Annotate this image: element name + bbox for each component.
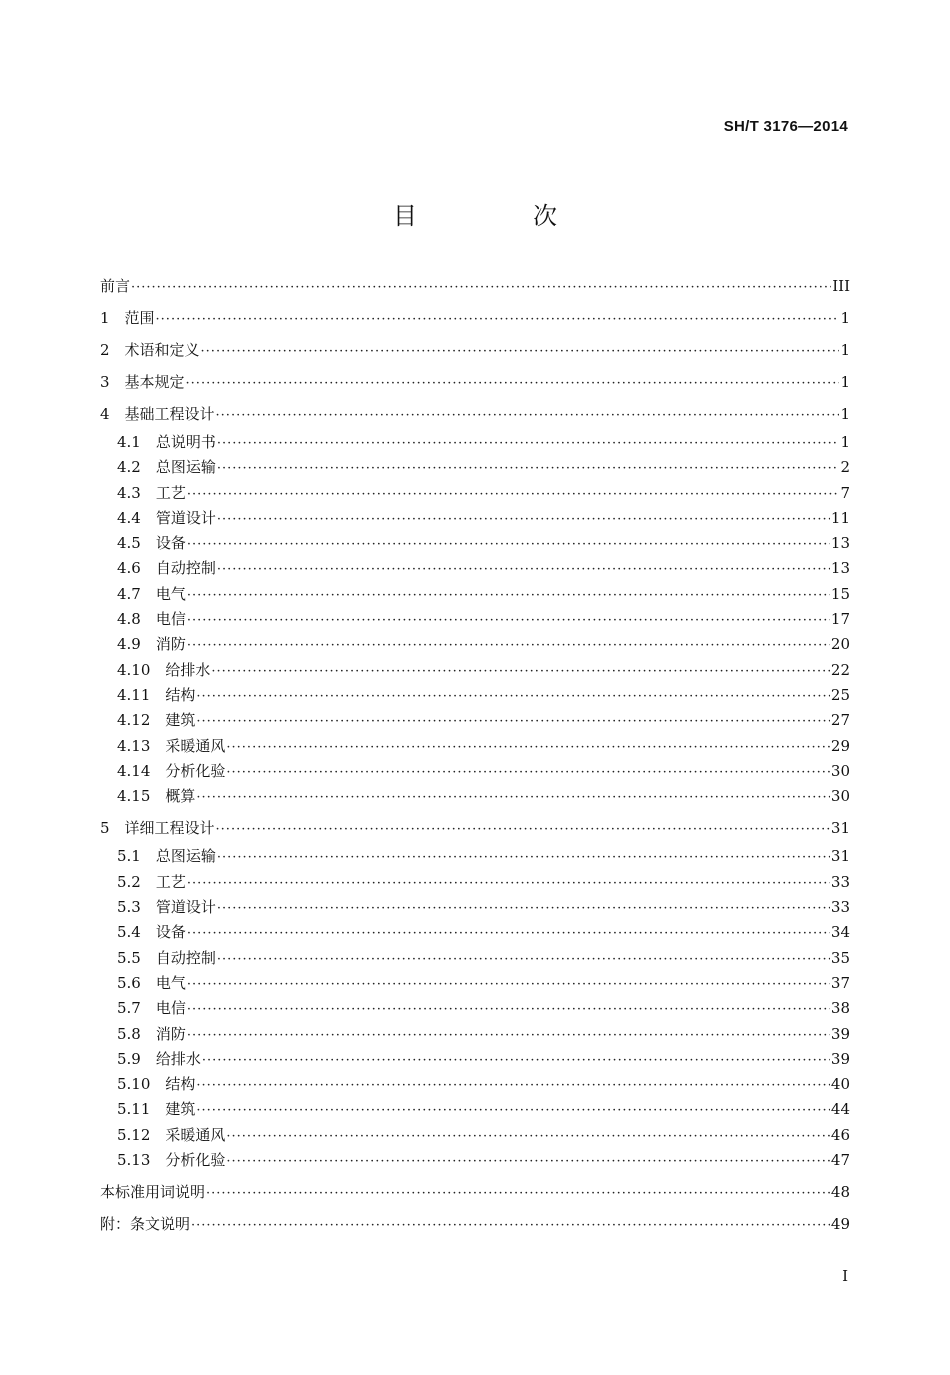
toc-entry-label: 4.14 分析化验 xyxy=(117,761,226,780)
dot-leader xyxy=(187,482,840,507)
toc-entry-page: 40 xyxy=(830,1075,850,1094)
dot-leader xyxy=(187,608,830,633)
toc-entry-label: 4.10 给排水 xyxy=(117,660,211,679)
toc-entry-page: 13 xyxy=(830,534,850,553)
toc-entry[interactable] xyxy=(100,455,850,480)
toc-entry-page: 2 xyxy=(840,458,850,477)
toc-entry[interactable] xyxy=(100,398,850,430)
toc-entry-page: 1 xyxy=(840,341,850,359)
dot-leader xyxy=(187,1023,830,1048)
toc-entry-label: 5.11 建筑 xyxy=(117,1100,196,1119)
toc-entry-label: 5.12 采暖通风 xyxy=(117,1125,226,1144)
toc-entry-page: 29 xyxy=(830,736,850,755)
toc-entry-label: 5.4 设备 xyxy=(117,923,186,942)
dot-leader xyxy=(187,972,830,997)
toc-entry-label: 4.9 消防 xyxy=(117,635,186,654)
toc-entry-label: 5.2 工艺 xyxy=(117,872,186,891)
toc-entry-page: 35 xyxy=(830,948,850,967)
dot-leader xyxy=(217,947,830,972)
dot-leader xyxy=(217,845,830,870)
toc-entry[interactable] xyxy=(100,759,850,784)
toc-entry[interactable] xyxy=(100,334,850,366)
toc-entry[interactable] xyxy=(100,1047,850,1072)
dot-leader xyxy=(196,1073,830,1098)
toc-entry[interactable] xyxy=(100,481,850,506)
toc-entry[interactable] xyxy=(100,1097,850,1122)
toc-entry[interactable] xyxy=(100,556,850,581)
toc-entry-label: 4.12 建筑 xyxy=(117,711,196,730)
toc-entry-label: 5.9 给排水 xyxy=(117,1049,201,1068)
toc-entry-label: 4.13 采暖通风 xyxy=(117,736,226,755)
toc-entry[interactable] xyxy=(100,895,850,920)
toc-entry-label: 4.15 概算 xyxy=(117,787,196,806)
toc-entry[interactable] xyxy=(100,1123,850,1148)
toc-entry-label: 4.4 管道设计 xyxy=(117,508,216,527)
toc-entry-page: 31 xyxy=(830,847,850,866)
toc-entry-label: 5.5 自动控制 xyxy=(117,948,216,967)
toc-entry[interactable] xyxy=(100,1022,850,1047)
dot-leader xyxy=(202,1048,830,1073)
toc-entry-page: 7 xyxy=(840,483,850,502)
toc-entry-page: 25 xyxy=(830,685,850,704)
toc-entry[interactable] xyxy=(100,784,850,809)
toc-entry-label: 附：条文说明 xyxy=(100,1215,191,1234)
standard-code: SH/T 3176—2014 xyxy=(723,118,848,135)
toc-entry-label: 1 范围 xyxy=(100,309,155,327)
toc-entry-page: 34 xyxy=(830,923,850,942)
toc-entry-page: 31 xyxy=(830,819,850,838)
dot-leader xyxy=(217,557,830,582)
dot-leader xyxy=(217,431,840,456)
toc-entry-label: 5.7 电信 xyxy=(117,999,186,1018)
toc-entry[interactable] xyxy=(100,506,850,531)
toc-entry[interactable] xyxy=(100,683,850,708)
toc-entry[interactable] xyxy=(100,870,850,895)
toc-entry-page: 30 xyxy=(830,761,850,780)
dot-leader xyxy=(186,368,840,400)
dot-leader xyxy=(196,684,830,709)
toc-entry-label: 5 详细工程设计 xyxy=(100,819,215,838)
toc-entry-label: 4.7 电气 xyxy=(117,584,186,603)
page-number: I xyxy=(842,1267,848,1285)
toc-entry-page: 39 xyxy=(830,1049,850,1068)
toc-entry[interactable] xyxy=(100,607,850,632)
toc-entry-label: 4.8 电信 xyxy=(117,610,186,629)
dot-leader xyxy=(187,997,830,1022)
toc-entry[interactable] xyxy=(100,734,850,759)
toc-entry[interactable] xyxy=(100,708,850,733)
dot-leader xyxy=(216,400,840,432)
toc-entry[interactable] xyxy=(100,1072,850,1097)
toc-entry-page: 46 xyxy=(830,1125,850,1144)
toc-entry-page: 27 xyxy=(830,711,850,730)
toc-entry-label: 4.3 工艺 xyxy=(117,483,186,502)
dot-leader xyxy=(216,814,830,846)
toc-entry[interactable] xyxy=(100,920,850,945)
toc-entry-label: 4.6 自动控制 xyxy=(117,559,216,578)
dot-leader xyxy=(196,785,830,810)
dot-leader xyxy=(196,1098,830,1123)
toc-entry-page: 20 xyxy=(830,635,850,654)
dot-leader xyxy=(217,507,830,532)
toc-entry-label: 5.10 结构 xyxy=(117,1075,196,1094)
dot-leader xyxy=(156,304,840,336)
toc-entry-label: 前言 xyxy=(100,277,131,295)
toc-entry[interactable] xyxy=(100,1148,850,1173)
toc-entry-label: 本标准用词说明 xyxy=(100,1183,206,1202)
toc-entry-page: 17 xyxy=(830,610,850,629)
toc-entry-page: 15 xyxy=(830,584,850,603)
dot-leader xyxy=(191,1210,830,1242)
toc-entry[interactable] xyxy=(100,632,850,657)
toc-entry-page: 11 xyxy=(830,508,850,527)
toc-entry-label: 5.1 总图运输 xyxy=(117,847,216,866)
dot-leader xyxy=(187,633,830,658)
toc-entry-label: 5.13 分析化验 xyxy=(117,1151,226,1170)
toc-entry-label: 5.3 管道设计 xyxy=(117,898,216,917)
toc-entry[interactable] xyxy=(100,971,850,996)
toc-entry-label: 4.1 总说明书 xyxy=(117,433,216,451)
toc-entry[interactable] xyxy=(100,946,850,971)
toc-entry-page: 47 xyxy=(830,1151,850,1170)
toc-entry-page: 48 xyxy=(830,1183,850,1202)
toc-entry[interactable] xyxy=(100,1208,850,1240)
dot-leader xyxy=(187,921,830,946)
dot-leader xyxy=(211,659,830,684)
toc-entry[interactable] xyxy=(100,270,850,302)
toc-entry-label: 5.8 消防 xyxy=(117,1024,186,1043)
toc-entry-page: 1 xyxy=(840,433,850,451)
toc-entry-page: 1 xyxy=(840,405,850,423)
page-title: 目 次 xyxy=(393,202,603,230)
toc-entry-label: 3 基本规定 xyxy=(100,373,185,391)
toc-entry-page: 38 xyxy=(830,999,850,1018)
dot-leader xyxy=(187,871,830,896)
toc-entry-page: 30 xyxy=(830,787,850,806)
dot-leader xyxy=(226,735,830,760)
toc-entry-page: 44 xyxy=(830,1100,850,1119)
toc-entry-label: 4 基础工程设计 xyxy=(100,405,215,423)
dot-leader xyxy=(187,532,830,557)
dot-leader xyxy=(226,1124,830,1149)
toc-entry[interactable] xyxy=(100,658,850,683)
table-of-contents xyxy=(100,270,850,1240)
toc-entry-page: 33 xyxy=(830,898,850,917)
toc-entry-page: 22 xyxy=(830,660,850,679)
toc-entry[interactable] xyxy=(100,302,850,334)
dot-leader xyxy=(217,456,840,481)
toc-entry[interactable] xyxy=(100,1176,850,1208)
toc-entry-label: 5.6 电气 xyxy=(117,973,186,992)
dot-leader xyxy=(201,336,840,368)
toc-entry-page: 39 xyxy=(830,1024,850,1043)
dot-leader xyxy=(196,709,830,734)
toc-entry-label: 4.11 结构 xyxy=(117,685,196,704)
toc-entry[interactable] xyxy=(100,430,850,455)
toc-entry-label: 4.2 总图运输 xyxy=(117,458,216,477)
dot-leader xyxy=(226,760,830,785)
toc-entry[interactable] xyxy=(100,996,850,1021)
dot-leader xyxy=(206,1178,830,1210)
toc-entry[interactable] xyxy=(100,812,850,844)
dot-leader xyxy=(187,583,830,608)
dot-leader xyxy=(217,896,830,921)
toc-entry-page: 33 xyxy=(830,872,850,891)
toc-entry[interactable] xyxy=(100,582,850,607)
dot-leader xyxy=(131,272,831,304)
toc-entry-page: 1 xyxy=(840,309,850,327)
toc-entry-page: 49 xyxy=(830,1215,850,1234)
toc-entry[interactable] xyxy=(100,531,850,556)
toc-entry-page: III xyxy=(832,277,850,295)
toc-entry[interactable] xyxy=(100,366,850,398)
toc-entry-label: 4.5 设备 xyxy=(117,534,186,553)
dot-leader xyxy=(226,1149,830,1174)
toc-entry[interactable] xyxy=(100,844,850,869)
toc-entry-label: 2 术语和定义 xyxy=(100,341,200,359)
toc-entry-page: 37 xyxy=(830,973,850,992)
toc-entry-page: 13 xyxy=(830,559,850,578)
toc-entry-page: 1 xyxy=(840,373,850,391)
